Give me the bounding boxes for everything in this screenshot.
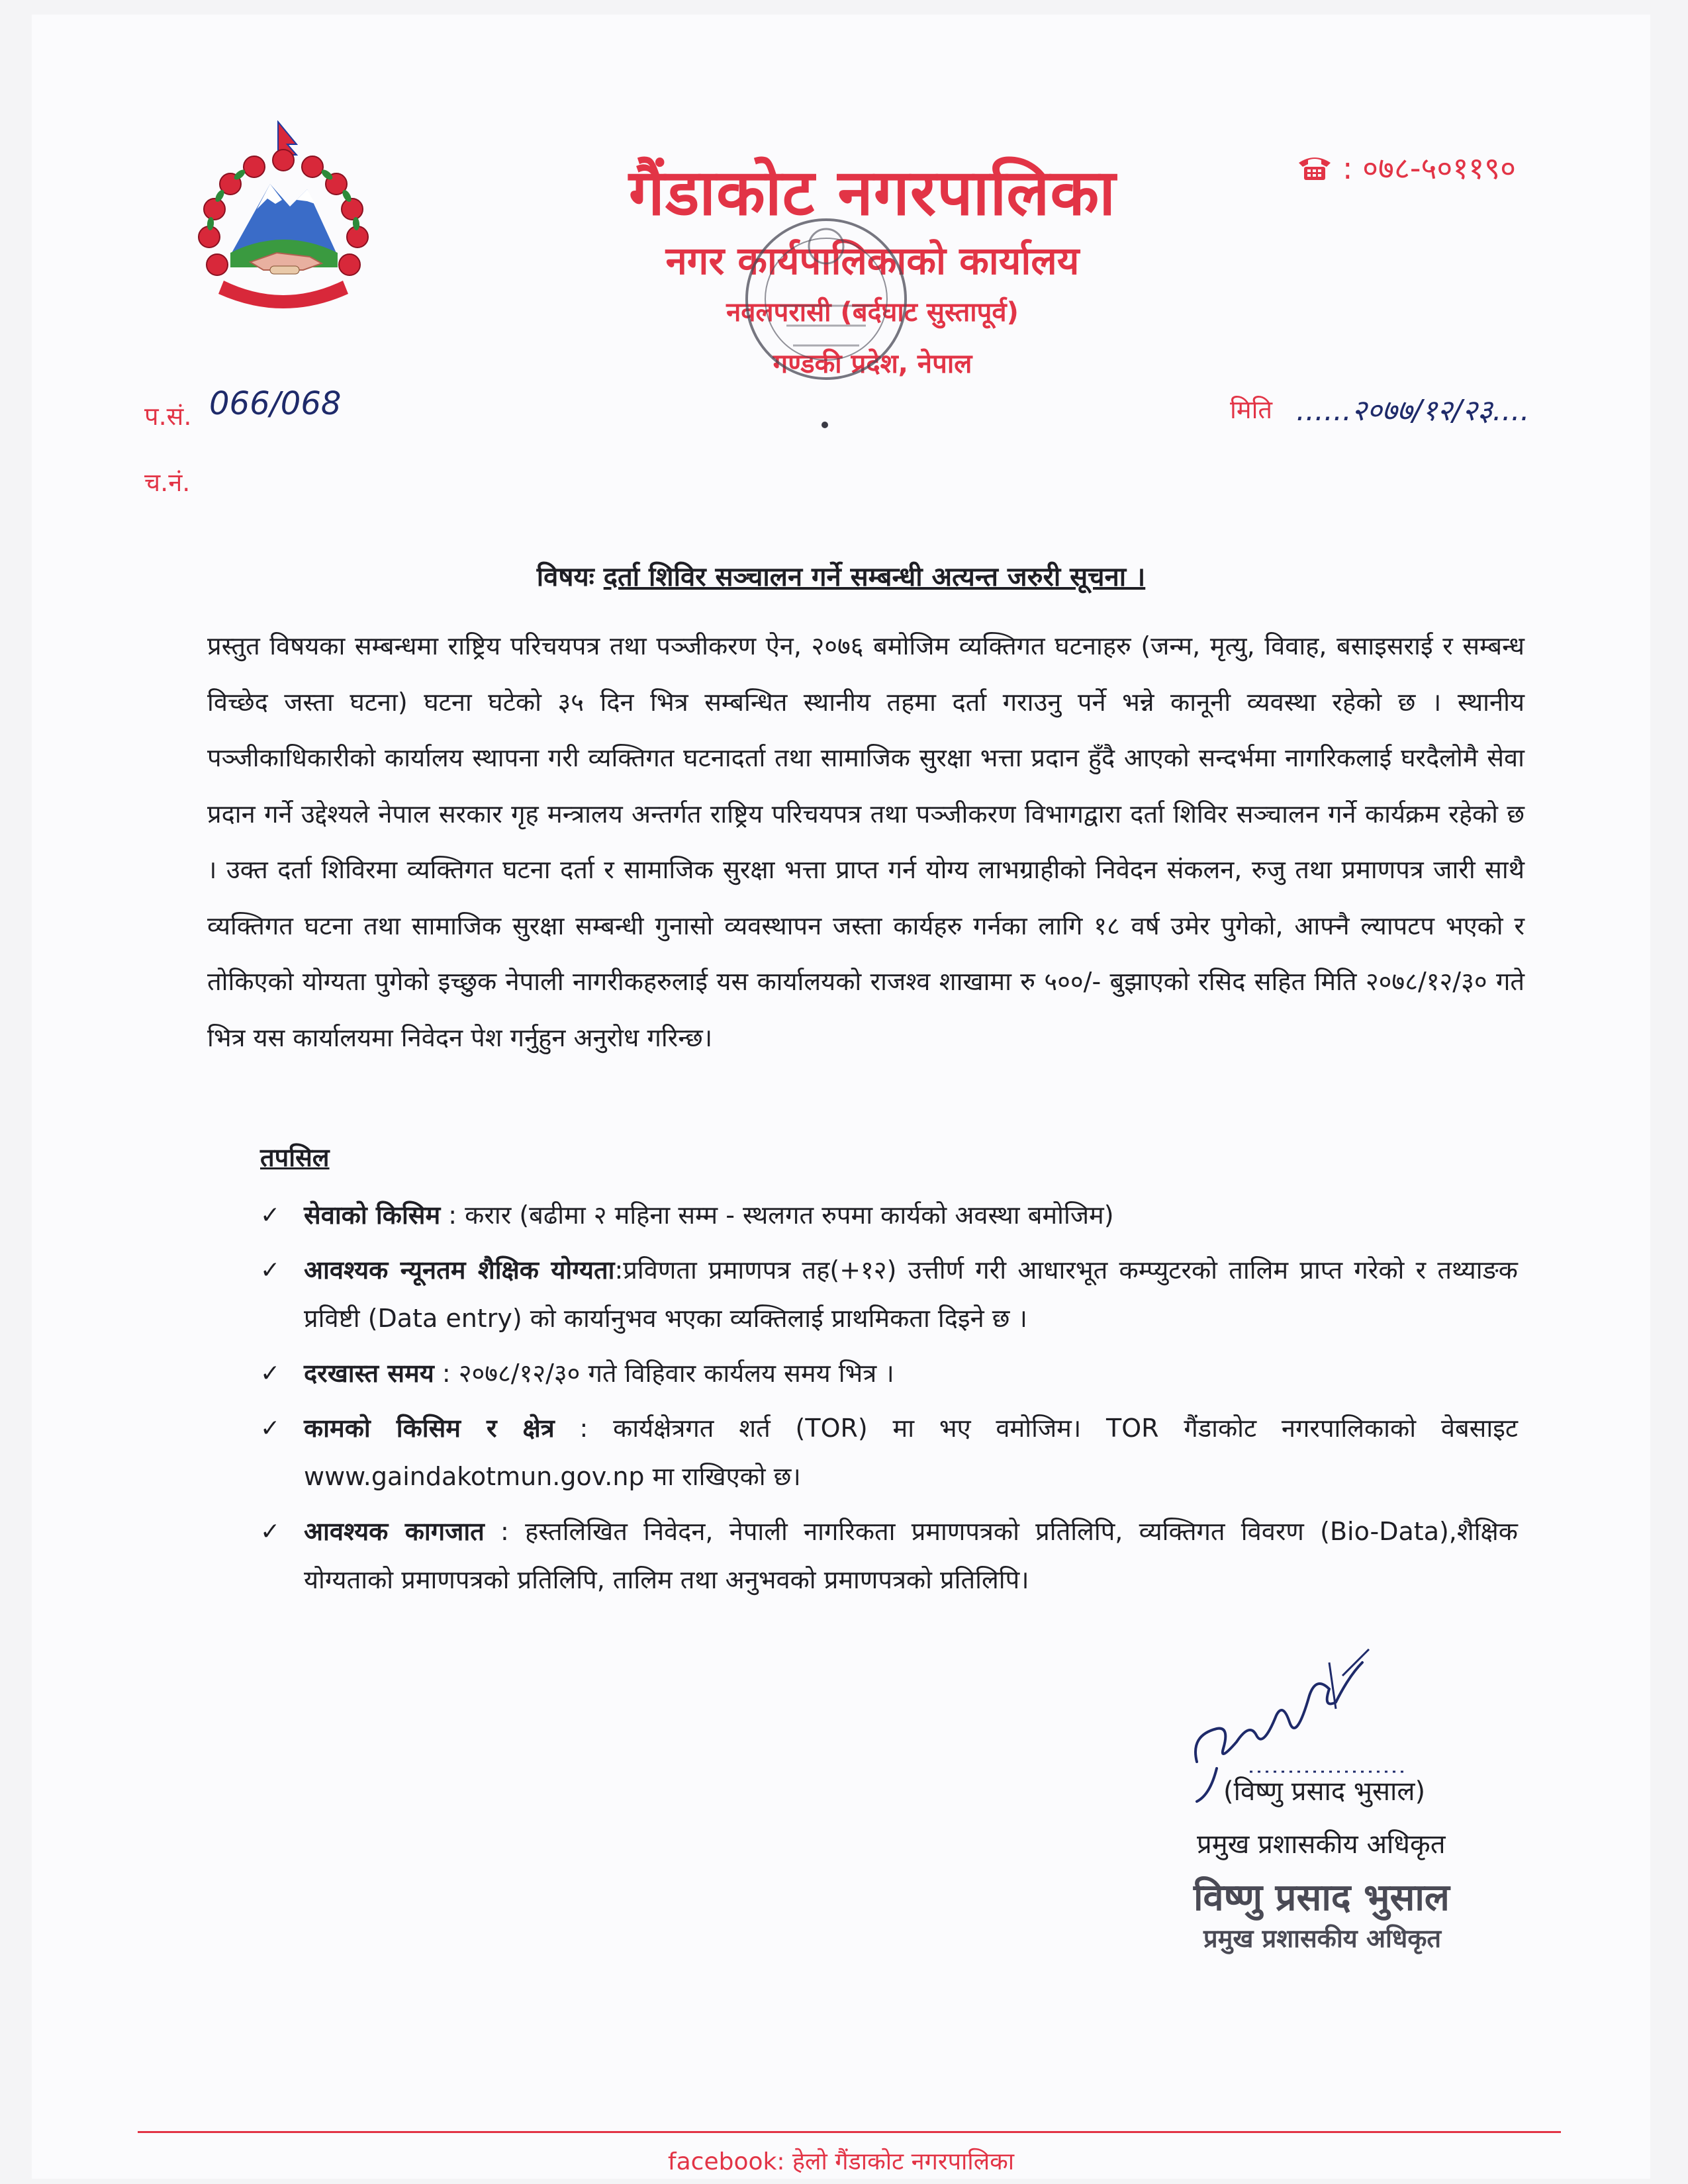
list-item-label: आवश्यक न्यूनतम शैक्षिक योग्यता [304,1255,615,1285]
date-value: २०७७/१२/२३ [1351,394,1493,428]
list-item-label: सेवाको किसिम [304,1201,441,1230]
reference-label: प.सं. [144,402,192,431]
subject-prefix: विषयः [536,562,594,592]
details-list [260,1191,1518,1611]
list-item-label: कामको किसिम र क्षेत्र [304,1414,555,1443]
check-icon: ✓ [260,1360,281,1387]
list-item-text [304,1349,1518,1398]
telephone-icon [1296,154,1333,181]
address-line-1: नवलपरासी (बर्दघाट सुस्तापूर्व) [726,297,1019,328]
stamp-name: विष्णु प्रसाद भुसाल [1194,1876,1450,1919]
list-item [260,1349,1518,1398]
reference-number: 066/068 [209,385,342,422]
list-item-text [304,1246,1518,1343]
nepal-emblem-icon [171,120,396,332]
check-icon: ✓ [260,1518,281,1545]
list-item-label: आवश्यक कागजात [304,1517,485,1546]
list-item-value: : करार (बढीमा २ महिना सम्म - स्थलगत रुपमा कार्यको अवस्था बमोजिम) [440,1201,1114,1230]
list-item-value: : कार्यक्षेत्रगत शर्त (TOR) मा भए वमोजिम। TOR गैंडाकोट नगरपालिकाको वेबसाइट www.gaindakotmun.gov.np मा राखिएको छ। [304,1414,1519,1491]
list-item [260,1404,1518,1501]
list-item-value: : २०७८/१२/३० गते विहिवार कार्यलय समय भित्र । [434,1359,894,1388]
check-icon: ✓ [260,1202,281,1229]
list-item-text [304,1508,1518,1604]
check-icon: ✓ [260,1257,281,1284]
org-name: गैंडाकोट नगरपालिका [628,156,1117,230]
list-item [260,1246,1518,1343]
footer-divider [138,2131,1561,2133]
office-name: नगर कार्यपालिकाको कार्यालय [665,238,1080,283]
signatory-title: प्रमुख प्रशासकीय अधिकृत [1197,1829,1446,1860]
letter-page [32,15,1650,2179]
phone-number [1296,147,1516,188]
signatory-name: (विष्णु प्रसाद भुसाल) [1223,1776,1426,1807]
date-label: मिति [1230,395,1273,424]
list-item [260,1191,1518,1240]
list-item-label: दरखास्त समय [304,1359,434,1388]
phone-text: : ०७८-५०११९० [1342,150,1516,186]
address-line-2: गण्डकी प्रदेश, नेपाल [773,349,972,379]
subject-text: दर्ता शिविर सञ्चालन गर्ने सम्बन्धी अत्यन्त जरुरी सूचना । [603,562,1146,592]
subject-line [32,557,1650,594]
date-dots-left: ...... [1296,394,1352,428]
date-dots-right: .... [1492,394,1530,428]
list-item [260,1508,1518,1604]
list-item-value: : हस्तलिखित निवेदन, नेपाली नागरिकता प्रमाणपत्रको प्रतिलिपि, व्यक्तिगत विवरण (Bio-Data),शैक्षिक योग्यताको प्रमाणपत्रको प्रतिलिपि, तालिम तथा अनुभवको प्रमाणपत्रको प्रतिलिपि। [304,1517,1518,1594]
list-item-value: :प्रविणता प्रमाणपत्र तह(+१२) उत्तीर्ण गरी आधारभूत कम्प्युटरको तालिम प्राप्त गरेको र तथ्याङक प्रविष्टी (Data entry) को कार्यानुभव भएका व्यक्तिलाई प्राथमिकता दिइने छ । [304,1255,1518,1333]
date-value-wrapper [1296,389,1530,429]
details-heading: तपसिल [260,1143,330,1172]
list-item-text [304,1404,1518,1501]
official-seal-icon [727,206,945,445]
check-icon: ✓ [260,1415,281,1442]
notice-body: प्रस्तुत विषयका सम्बन्धमा राष्ट्रिय परिचयपत्र तथा पञ्जीकरण ऐन, २०७६ बमोजिम व्यक्तिगत घटनाहरु (जन्म, मृत्यु, विवाह, बसाइसराई र सम्बन्ध विच्छेद जस्ता घटना) घटना घटेको ३५ दिन भित्र सम्बन्धित स्थानीय तहमा दर्ता गराउनु पर्ने भन्ने कानूनी व्यवस्था रहेको छ । स्थानीय पञ्जीकाधिकारीको कार्यालय स्थापना गरी व्यक्तिगत घटनादर्ता तथा सामाजिक सुरक्षा भत्ता प्रदान हुँदै आएको सन्दर्भमा नागरिकलाई घरदैलोमै सेवा प्रदान गर्ने उद्देश्यले नेपाल सरकार गृह मन्त्रालय अन्तर्गत राष्ट्रिय परिचयपत्र तथा पञ्जीकरण विभागद्वारा दर्ता शिविर सञ्चालन गर्ने कार्यक्रम रहेको छ । उक्त दर्ता शिविरमा व्यक्तिगत घटना दर्ता र सामाजिक सुरक्षा भत्ता प्राप्त गर्न योग्य लाभग्राहीको निवेदन संकलन, रुजु तथा प्रमाणपत्र जारी साथै व्यक्तिगत घटना तथा सामाजिक सुरक्षा सम्बन्धी गुनासो व्यवस्थापन जस्ता कार्यहरु गर्नका लागि १८ वर्ष उमेर पुगेको, आफ्नै ल्यापटप भएको र तोकिएको योग्यता पुगेको इच्छुक नेपाली नागरीकहरुलाई यस कार्यालयको राजश्व शाखामा रु ५००/- बुझाएको रसिद सहित मिति २०७८/१२/३० गते भित्र यस कार्यालयमा निवेदन पेश गर्नुहुन अनुरोध गरिन्छ। [207,631,1525,1052]
footer-text: facebook: हेलो गैंडाकोट नगरपालिका [667,2148,1015,2175]
dispatch-number-label: च.नं. [144,468,191,497]
list-item-text [304,1191,1518,1240]
stamp-title: प्रमुख प्रशासकीय अधिकृत [1203,1924,1442,1953]
